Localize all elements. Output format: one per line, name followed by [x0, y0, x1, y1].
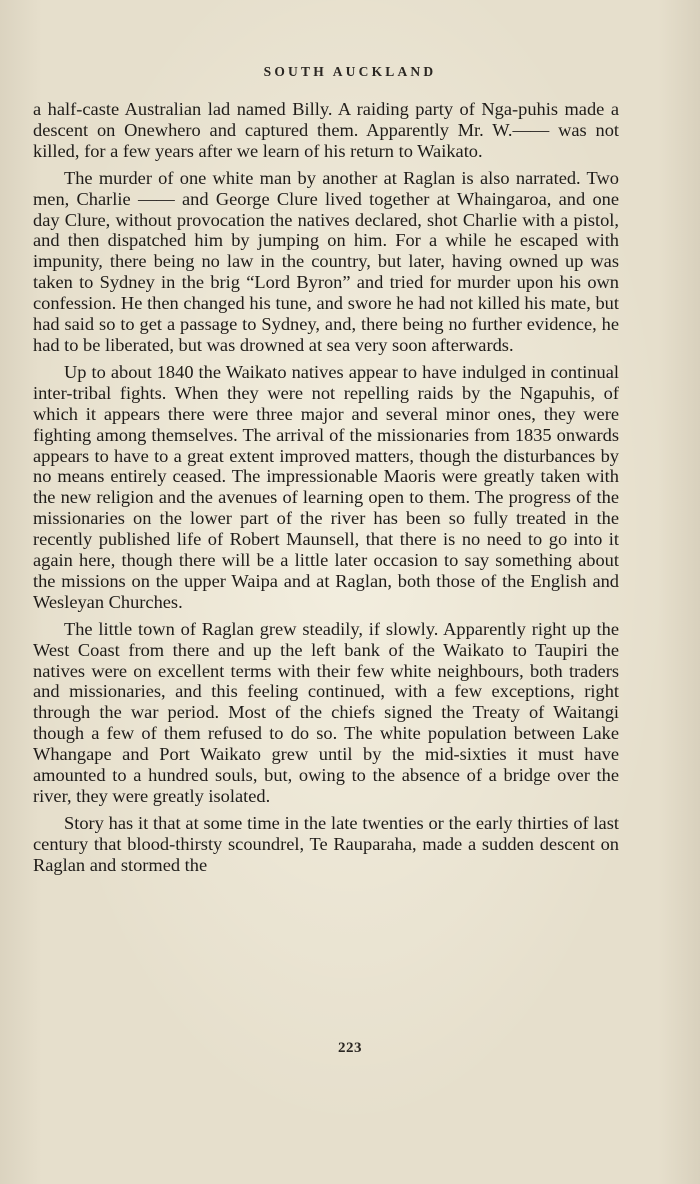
- paragraph-te-rauparaha: Story has it that at some time in the late twenties or the early thirties of last century that blood-thirsty scoundrel, Te Rauparaha, made a sudden descent on Raglan and stormed the: [33, 812, 619, 875]
- paragraph-continued: a half-caste Australian lad named Billy. A raiding party of Nga-puhis made a descent on Onewhero and captured them. Apparently Mr. W.—— was not killed, for a few years after we learn of his return to Waikato.: [33, 99, 619, 161]
- paragraph-raglan-town: The little town of Raglan grew steadily, if slowly. Apparently right up the West Coast from there and up the left bank of the Waikato to Taupiri the natives were on excellent terms with their few white neighbours, both traders and missionaries, and this feeling continued, with a few exceptions, right through the war period. Most of the chiefs signed the Treaty of Waitangi though a few of them refused to do so. The white population between Lake Whangape and Port Waikato grew until by the mid-sixties it must have amounted to a hundred souls, but, owing to the absence of a bridge over the river, they were greatly isolated.: [33, 618, 619, 806]
- paragraph-raglan-murder: The murder of one white man by another at Raglan is also narrated. Two men, Charlie —— and George Clure lived together at Whaingaroa, and one day Clure, without provocation the natives declared, shot Charlie with a pistol, and then dispatched him by jumping on him. For a while he escaped with impunity, there being no law in the country, but later, having owned up was taken to Sydney in the brig “Lord Byron” and tried for murder upon his own confession. He then changed his tune, and swore he had not killed his mate, but had said so to get a passage to Sydney, and, there being no further evidence, he had to be liberated, but was drowned at sea very soon afterwards.: [33, 167, 619, 355]
- page-number: 223: [338, 1040, 362, 1056]
- running-head: SOUTH AUCKLAND: [263, 64, 437, 79]
- body-text: [33, 99, 619, 876]
- paragraph-missionaries: Up to about 1840 the Waikato natives appear to have indulged in continual inter-tribal fights. When they were not repelling raids by the Ngapuhis, of which it appears there were three major and several minor ones, they were fighting among themselves. The arrival of the missionaries from 1835 onwards appears to have to a great extent improved matters, though the disturbances by no means entirely ceased. The impressionable Maoris were greatly taken with the new religion and the avenues of learning open to them. The progress of the missionaries on the lower part of the river has been so fully treated in the recently published life of Robert Maunsell, that there is no need to go into it again here, though there will be a little later occasion to say something about the missions on the upper Waipa and at Raglan, both those of the English and Wesleyan Churches.: [33, 361, 619, 612]
